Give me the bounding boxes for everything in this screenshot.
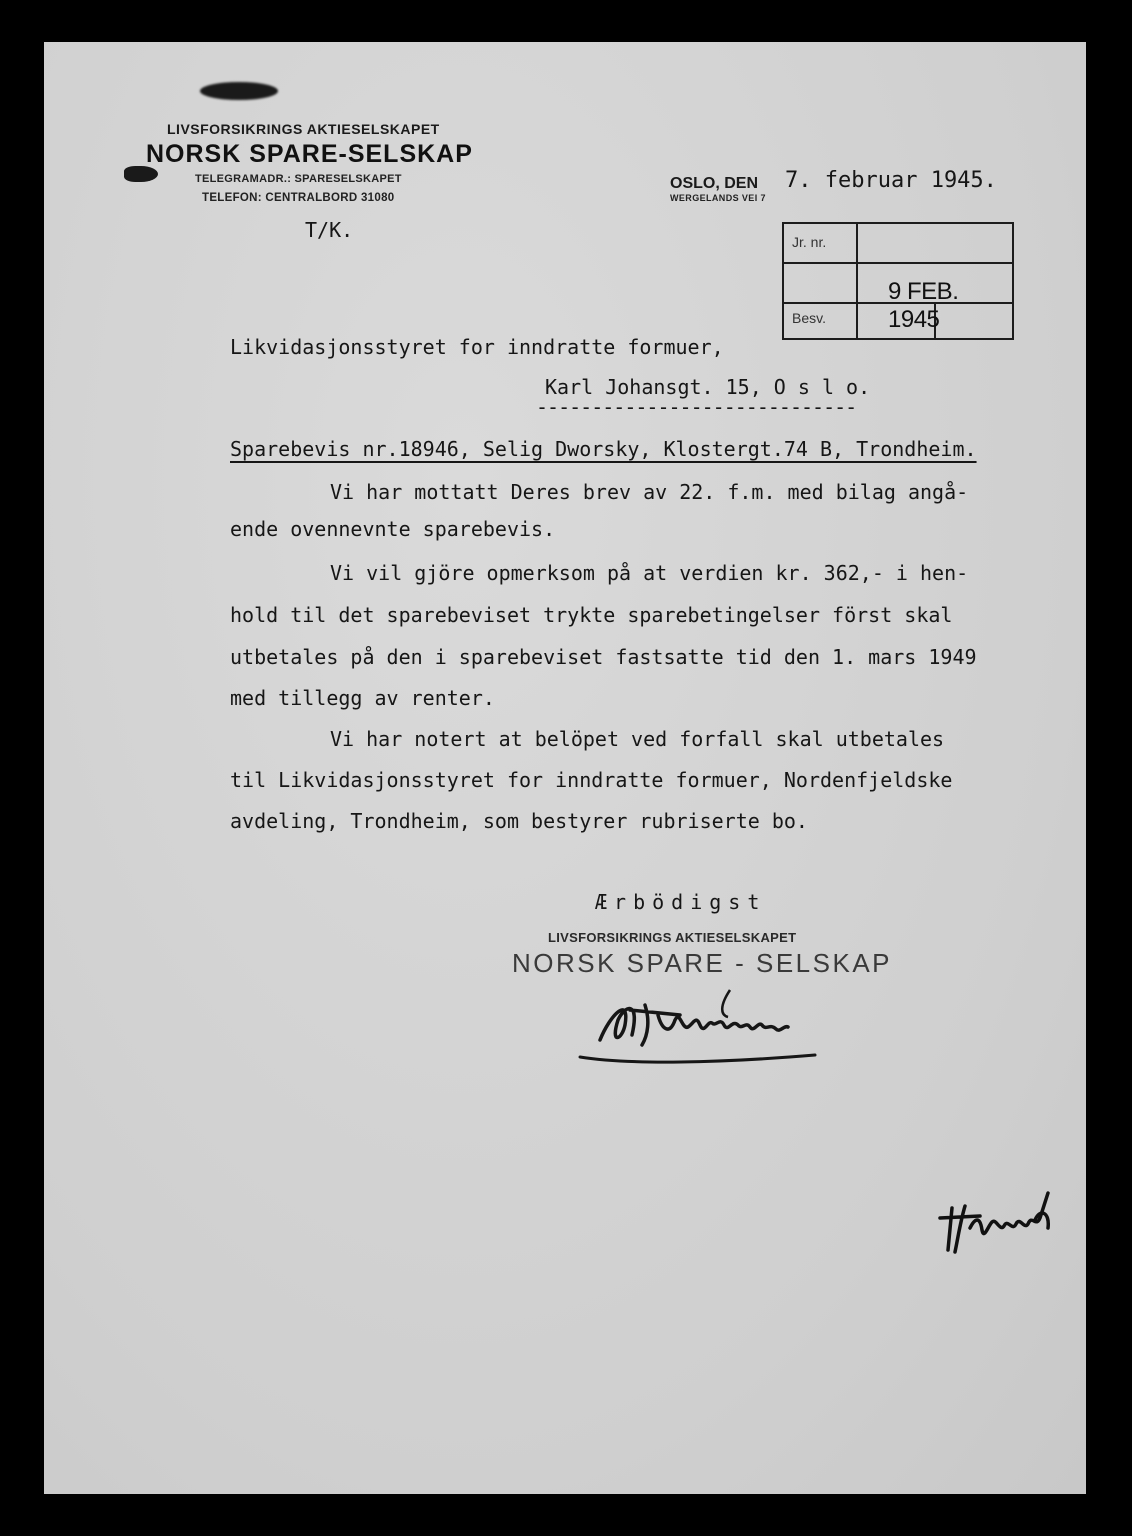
signature-stamp-name: NORSK SPARE - SELSKAP — [512, 948, 893, 978]
stamp-received-date: 9 FEB. 1945 — [888, 278, 959, 333]
letter-date: 7. februar 1945. — [785, 168, 997, 193]
body-line-5: utbetales på den i sparebeviset fastsatte tid den 1. mars 1949 — [230, 645, 977, 669]
signature-stamp-company: LIVSFORSIKRINGS AKTIESELSKAPET — [548, 930, 797, 945]
body-line-6: med tillegg av renter. — [230, 686, 495, 710]
body-line-8: til Likvidasjonsstyret for inndratte formuer, Nordenfjeldske — [230, 768, 953, 792]
letterhead-telegram: TELEGRAMADR.: SPARESELSKAPET — [195, 173, 402, 185]
body-line-1: Vi har mottatt Deres brev av 22. f.m. med bilag angå- — [330, 480, 969, 504]
stamp-label-jr: Jr. nr. — [792, 234, 827, 250]
recipient-address: Karl Johansgt. 15, O s l o. — [545, 375, 871, 399]
handwritten-initials — [930, 1188, 1070, 1258]
body-line-3: Vi vil gjöre opmerksom på at verdien kr. 362,- i hen- — [330, 561, 969, 585]
handwritten-signature — [570, 985, 840, 1075]
letterhead-name: NORSK SPARE-SELSKAP — [146, 140, 473, 168]
city-label: OSLO, DEN — [670, 175, 759, 192]
body-line-7: Vi har notert at belöpet ved forfall skal utbetales — [330, 727, 945, 751]
body-line-2: ende ovennevnte sparebevis. — [230, 517, 556, 541]
body-line-4: hold til det sparebeviset trykte sparebetingelser först skal — [230, 603, 953, 627]
letterhead-phone: TELEFON: CENTRALBORD 31080 — [202, 192, 395, 204]
street-address: WERGELANDS VEI 7 — [670, 193, 766, 203]
recipient-name: Likvidasjonsstyret for inndratte formuer, — [230, 335, 724, 359]
subject-line: Sparebevis nr.18946, Selig Dworsky, Klostergt.74 B, Trondheim. — [230, 437, 977, 461]
stamp-row-1 — [784, 224, 1012, 264]
received-stamp — [782, 222, 1014, 340]
stamp-label-besv: Besv. — [792, 310, 826, 326]
closing-salutation: Ærbödigst — [595, 890, 767, 914]
address-dashes: ----------------------------- — [536, 395, 857, 419]
stamp-divider — [856, 224, 858, 340]
body-line-9: avdeling, Trondheim, som bestyrer rubriserte bo. — [230, 809, 808, 833]
ink-blot — [200, 82, 278, 100]
letterhead-company: LIVSFORSIKRINGS AKTIESELSKAPET — [167, 121, 440, 137]
reference-code: T/K. — [305, 218, 354, 242]
